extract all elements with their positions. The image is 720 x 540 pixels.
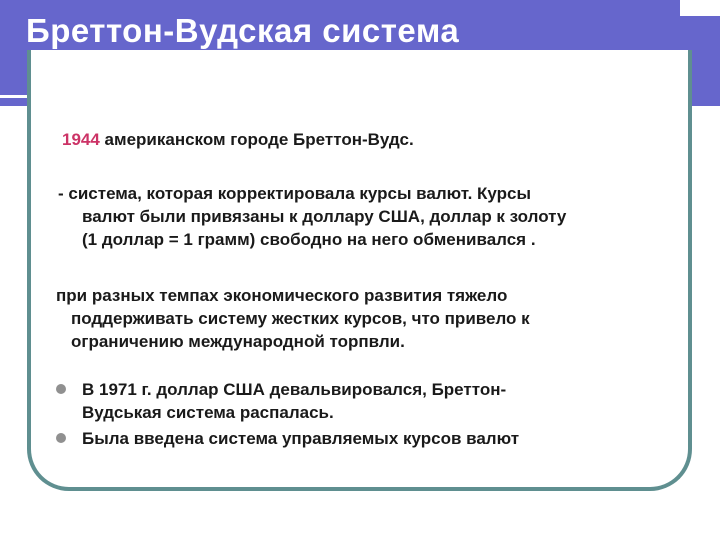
intro-line bbox=[62, 128, 414, 151]
paragraph-consequence-line: при разных темпах экономического развития тяжело bbox=[56, 286, 508, 305]
intro-year: 1944 bbox=[62, 130, 100, 149]
paragraph-consequence bbox=[56, 284, 530, 353]
bullet-item bbox=[82, 378, 506, 424]
bullet-item bbox=[82, 427, 519, 450]
bullet-circle-icon bbox=[56, 433, 66, 443]
paragraph-consequence-line: ограничению международной торпвли. bbox=[71, 332, 405, 351]
intro-text: американском городе Бреттон-Вудс. bbox=[99, 130, 414, 149]
paragraph-system-line: (1 доллар = 1 грамм) свободно на него обменивался . bbox=[82, 230, 536, 249]
paragraph-system-line: валют были привязаны к доллару США, доллар к золоту bbox=[82, 207, 567, 226]
bullet-item-line: Была введена система управляемых курсов валют bbox=[82, 429, 520, 448]
paragraph-system bbox=[58, 182, 566, 251]
bullet-circle-icon bbox=[56, 384, 66, 394]
slide-title: Бреттон-Вудская система bbox=[26, 12, 460, 49]
paragraph-consequence-line: поддерживать систему жестких курсов, что привело к bbox=[71, 309, 530, 328]
bullet-item-line: В 1971 г. доллар США девальвировался, Бреттон- bbox=[82, 380, 507, 399]
bullet-item-line: Вудськая система распалась. bbox=[82, 403, 334, 422]
paragraph-system-line: - система, которая корректировала курсы валют. Курсы bbox=[58, 184, 532, 203]
